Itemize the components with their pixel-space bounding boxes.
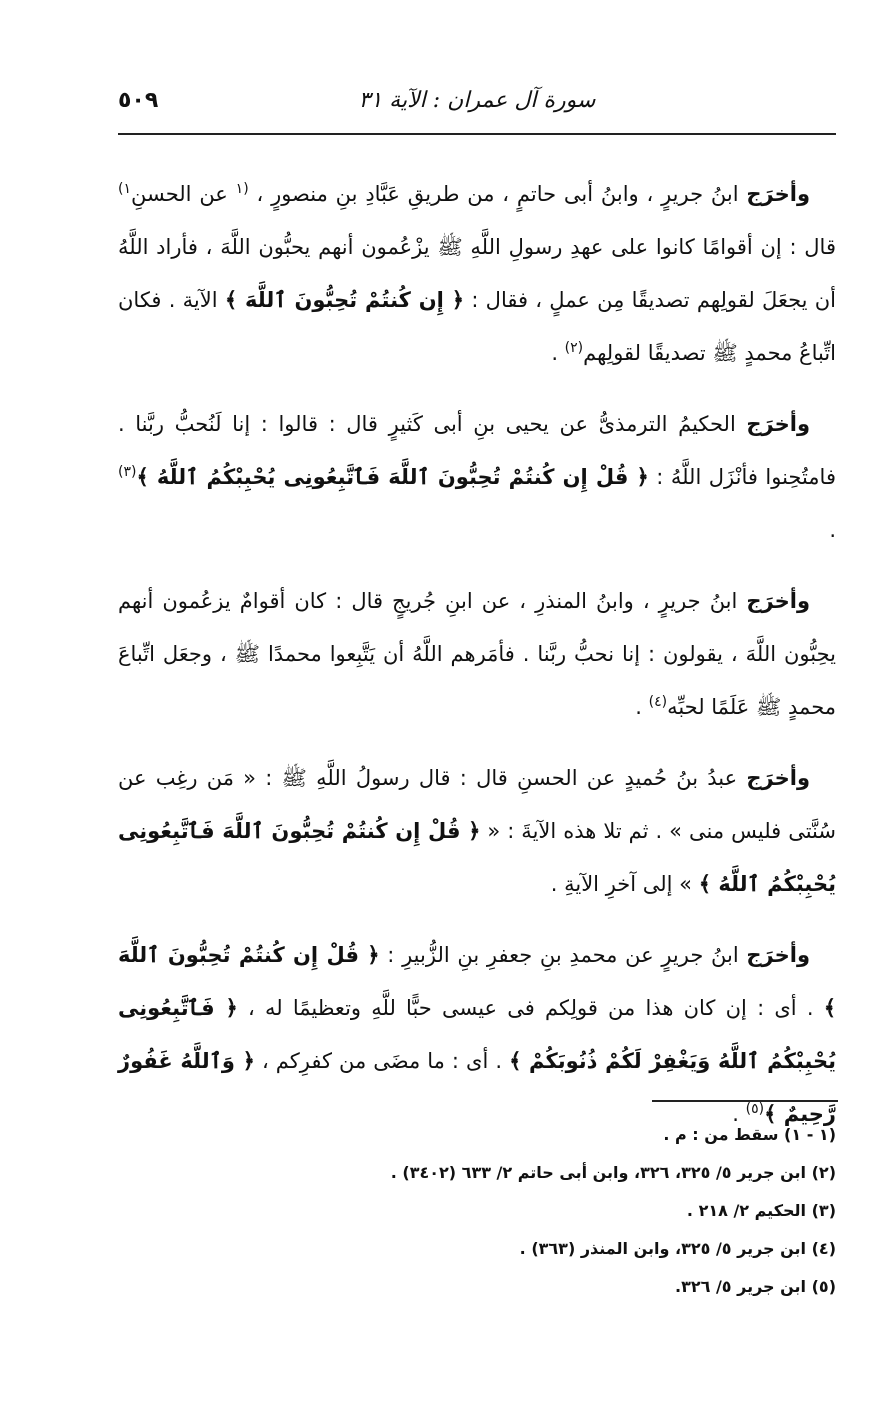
running-header-title: سورة آل عمران : الآية ٣١ — [358, 88, 596, 113]
paragraph-lead-word: وأخرَج — [746, 766, 810, 790]
paragraph-text: . — [732, 1102, 746, 1126]
paragraph-text: ابنُ جريرٍ عن محمدِ بنِ جعفرِ بنِ الزُّبيرِ : — [379, 943, 747, 967]
quran-quote: ﴿ إِن كُنتُمْ تُحِبُّونَ ٱللَّهَ ﴾ — [224, 288, 465, 312]
quran-quote: ﴿ قُلْ إِن كُنتُمْ تُحِبُّونَ ٱللَّهَ ﴾ — [118, 943, 837, 1020]
running-header — [118, 88, 836, 124]
footnote-marker: ١) — [118, 181, 131, 197]
paragraph — [118, 398, 836, 557]
paragraph-lead-word: وأخرَج — [746, 943, 810, 967]
paragraph-text: . أى : إن كان هذا من قولِكم فى عيسى حبًّا للَّهِ وتعظيمًا له ، — [237, 996, 824, 1020]
paragraph-lead-word: وأخرَج — [746, 589, 810, 613]
footnote-marker: (٤) — [648, 694, 668, 710]
footnote-marker: (٣) — [118, 464, 137, 480]
footnote-marker: (٢) — [564, 340, 584, 356]
page-number: ٥٠٩ — [118, 88, 159, 113]
header-rule — [118, 133, 836, 135]
footnote-4: (٤) ابن جرير ٥/ ٣٢٥، وابن المنذر (٣٦٣) . — [519, 1239, 836, 1258]
quran-quote: ﴿ وَٱللَّهُ غَفُورٌ رَّحِيمٌ ﴾ — [118, 1049, 836, 1126]
paragraph-text: عبدُ بنُ حُميدٍ عن الحسنِ قال : قال رسولُ اللَّهِ ﷺ : « مَن رغِب عن سُنَّتى فليس منى » . ثم تلا هذه الآيةَ : « — [118, 766, 836, 843]
paragraph-text: . — [635, 695, 649, 719]
footnote-2: (٢) ابن جرير ٥/ ٣٢٥، ٣٢٦، وابن أبى حاتم ٢/ ٦٣٣ (٣٤٠٢) . — [390, 1163, 836, 1182]
paragraph-lead-word: وأخرَج — [746, 412, 810, 436]
paragraph — [118, 752, 836, 911]
footnote-1: (١ - ١) سقط من : م . — [663, 1125, 836, 1144]
paragraph-lead-word: وأخرَج — [746, 182, 810, 206]
paragraph-text: قال : إن أقوامًا كانوا على عهدِ رسولِ اللَّهِ ﷺ يزْعُمون أنهم يحبُّون اللَّهَ ، فأراد اللَّهُ أن يجعَلَ لقولِهم تصديقًا مِن عملٍ ، فقال : — [118, 235, 836, 312]
paragraph — [118, 168, 836, 380]
paragraph-text: ابنُ جريرٍ ، وابنُ المنذرِ ، عن ابنِ جُريجٍ قال : كان أقوامٌ يزعُمون أنهم يحِبُّون اللَّهَ ، يقولون : إنا نحبُّ ربَّنا . فأمَرهم اللَّهُ أن يَتَّبِعوا محمدًا ﷺ ، وجعَل اتِّباعَ محمدٍ ﷺ عَلَمًا لحبِّه — [118, 589, 836, 719]
paragraph-text: الآية . فكان اتِّباعُ محمدٍ ﷺ تصديقًا لقولِهم — [118, 288, 836, 365]
paragraph-text: عن الحسنِ — [131, 182, 236, 206]
body-text — [118, 168, 836, 1159]
footnote-rule — [652, 1100, 838, 1102]
paragraph-text: . أى : ما مضَى من كفرِكم ، — [254, 1049, 510, 1073]
paragraph-text: ابنُ جريرٍ ، وابنُ أبى حاتمٍ ، من طريقِ عَبَّادِ بنِ منصورٍ ، — [248, 182, 747, 206]
paragraph-text: » إلى آخرِ الآيةِ . — [550, 872, 699, 896]
paragraph — [118, 929, 836, 1141]
paragraph-text: الحكيمُ الترمذىُّ عن يحيى بنِ أبى كَثيرٍ قال : قالوا : إنا لَنُحبُّ ربَّنا . فامتُحِنوا فأنْزَل اللَّهُ : — [118, 412, 836, 489]
footnote-3: (٣) الحكيم ٢/ ٢١٨ . — [686, 1201, 836, 1220]
footnote-5: (٥) ابن جرير ٥/ ٣٢٦. — [675, 1277, 836, 1296]
paragraph — [118, 575, 836, 734]
footnote-marker: (١ — [235, 181, 249, 197]
quran-quote: ﴿ قُلْ إِن كُنتُمْ تُحِبُّونَ ٱللَّهَ فَٱتَّبِعُونِى يُحْبِبْكُمُ ٱللَّهُ ﴾ — [136, 465, 649, 489]
paragraph-text: . — [551, 341, 565, 365]
quran-quote: ﴿ فَٱتَّبِعُونِى يُحْبِبْكُمُ ٱللَّهُ وَيَغْفِرْ لَكُمْ ذُنُوبَكُمْ ﴾ — [118, 996, 836, 1073]
quran-quote: ﴿ قُلْ إِن كُنتُمْ تُحِبُّونَ ٱللَّهَ فَٱتَّبِعُونِى يُحْبِبْكُمُ ٱللَّهُ ﴾ — [118, 819, 836, 896]
footnotes — [118, 1116, 836, 1306]
paragraph-text: . — [829, 518, 836, 542]
footnote-marker: (٥) — [745, 1101, 765, 1117]
